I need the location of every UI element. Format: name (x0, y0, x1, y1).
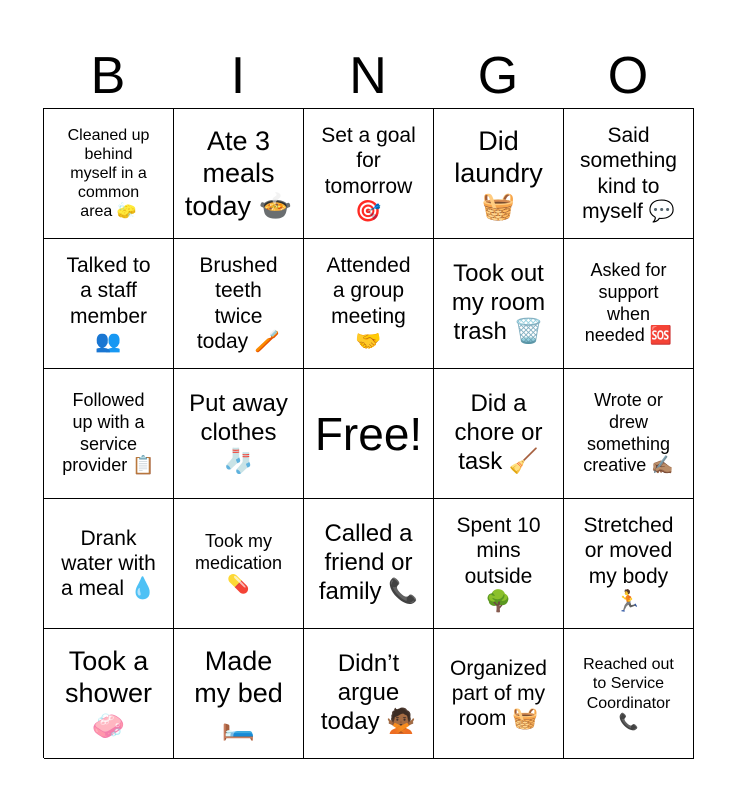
bingo-cell[interactable] (564, 239, 694, 369)
bingo-cell[interactable] (564, 369, 694, 499)
bingo-cell[interactable] (44, 629, 174, 759)
free-space-label: Free! (314, 407, 423, 460)
cell-text: Called a friend or family 📞 (318, 520, 419, 605)
cell-text: Did laundry 🧺 (454, 125, 543, 221)
cell-text: Followed up with a service provider 📋 (62, 390, 155, 476)
bingo-cell[interactable] (304, 499, 434, 629)
header-letter-n: N (349, 47, 387, 105)
cell-text: Cleaned up behind myself in a common area 🧽 (67, 126, 150, 221)
cell-text: Wrote or drew something creative ✍🏽 (583, 390, 674, 476)
cell-text: Took my medication 💊 (194, 531, 283, 595)
bingo-cell[interactable] (434, 629, 564, 759)
cell-text: Took a shower 🧼 (64, 645, 153, 741)
bingo-cell[interactable] (434, 499, 564, 629)
bingo-cell[interactable] (44, 369, 174, 499)
cell-text: Asked for support when needed 🆘 (584, 260, 673, 346)
cell-text: Drank water with a meal 💧 (60, 526, 156, 601)
header-letter-b: B (90, 47, 126, 105)
cell-text: Stretched or moved my body 🏃 (583, 514, 674, 613)
cell-text: Brushed teeth twice today 🪥 (196, 254, 281, 353)
cell-text: Said something kind to myself 💬 (580, 124, 677, 223)
bingo-cell[interactable] (174, 369, 304, 499)
cell-text: Reached out to Service Coordinator 📞 (583, 656, 674, 731)
cell-text: Set a goal for tomorrow 🎯 (321, 124, 416, 223)
bingo-cell[interactable] (304, 629, 434, 759)
bingo-cell[interactable] (434, 109, 564, 239)
cell-text: Spent 10 mins outside 🌳 (456, 514, 541, 613)
bingo-header (43, 44, 693, 108)
bingo-cell[interactable] (174, 499, 304, 629)
bingo-cell[interactable] (564, 109, 694, 239)
bingo-cell[interactable] (174, 629, 304, 759)
bingo-board (43, 108, 694, 758)
bingo-cell[interactable] (174, 239, 304, 369)
cell-text: Put away clothes 🧦 (189, 390, 288, 475)
bingo-cell[interactable] (174, 109, 304, 239)
bingo-cell[interactable] (434, 239, 564, 369)
cell-text: Talked to a staff member 👥 (66, 254, 151, 353)
bingo-cell[interactable] (564, 629, 694, 759)
cell-text: Did a chore or task 🧹 (454, 390, 543, 475)
bingo-cell[interactable] (44, 499, 174, 629)
free-space[interactable] (304, 369, 434, 499)
bingo-cell[interactable] (564, 499, 694, 629)
bingo-cell[interactable] (434, 369, 564, 499)
cell-text: Organized part of my room 🧺 (450, 656, 547, 731)
bingo-cell[interactable] (304, 109, 434, 239)
bingo-cell[interactable] (44, 109, 174, 239)
bingo-cell[interactable] (304, 239, 434, 369)
cell-text: Made my bed 🛏️ (194, 645, 283, 741)
header-letter-o: O (607, 47, 649, 105)
cell-text: Ate 3 meals today 🍲 (184, 125, 293, 221)
cell-text: Didn’t argue today 🙅🏾 (320, 650, 417, 735)
header-letter-g: G (477, 47, 519, 105)
header-letter-i: I (230, 47, 246, 105)
cell-text: Attended a group meeting 🤝 (326, 254, 411, 353)
cell-text: Took out my room trash 🗑️ (451, 260, 546, 345)
bingo-cell[interactable] (44, 239, 174, 369)
